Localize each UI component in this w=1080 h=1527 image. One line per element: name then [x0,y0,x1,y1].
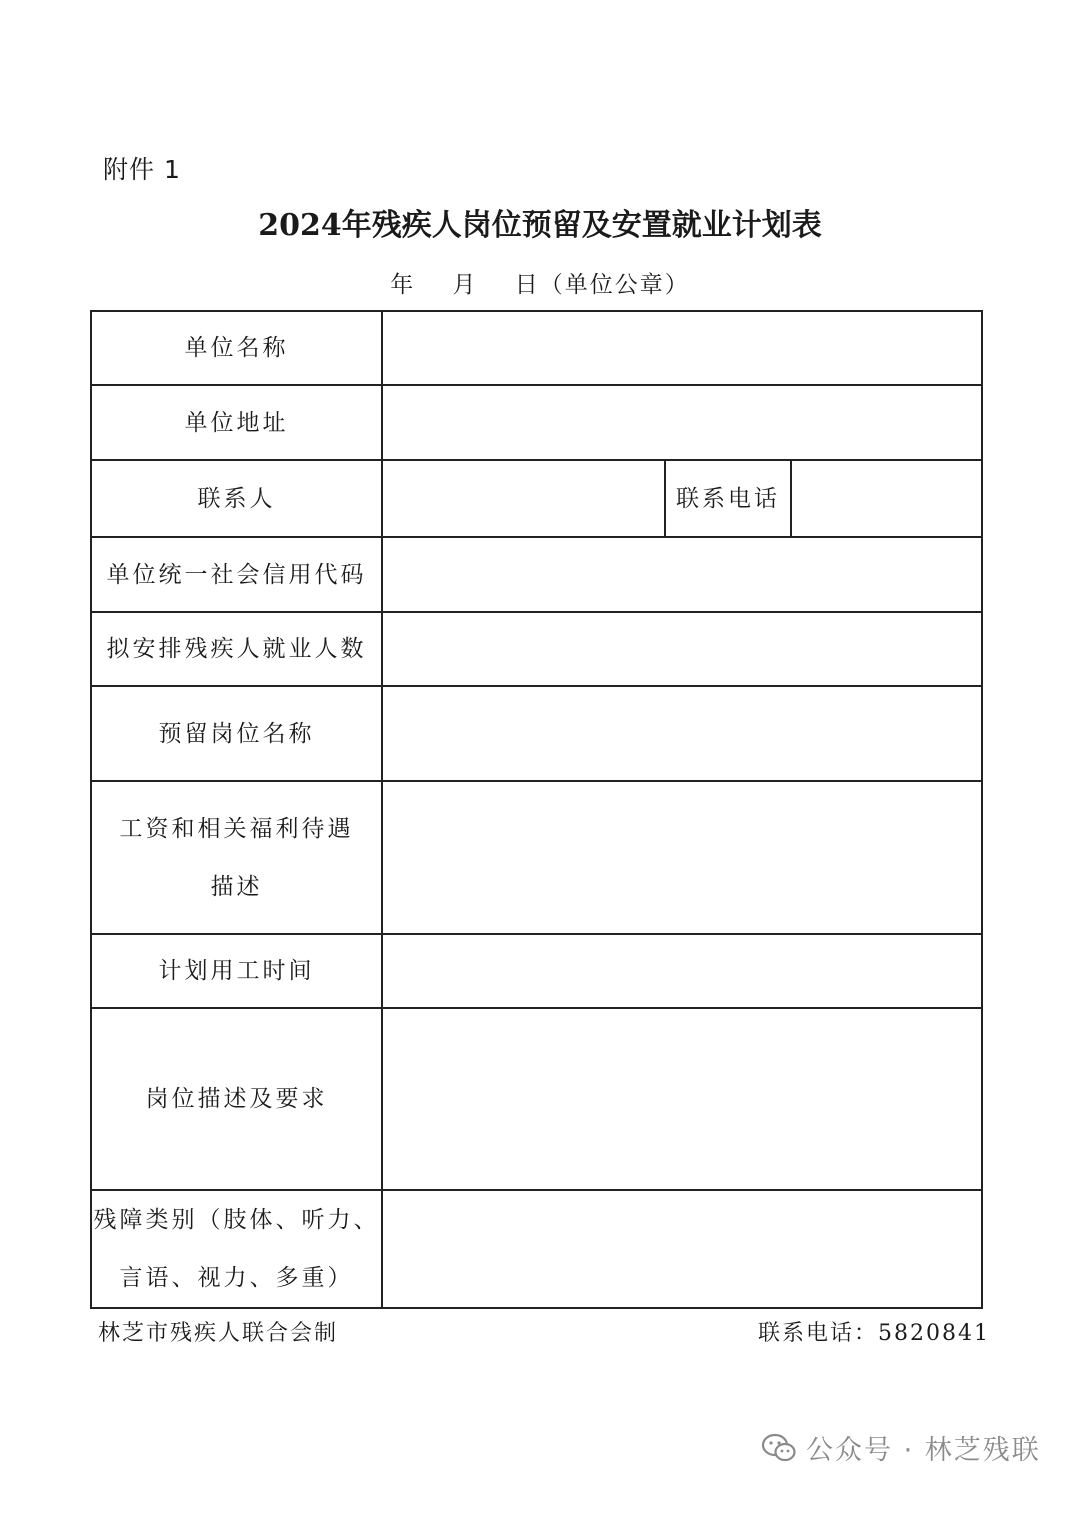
planned-count-label: 拟安排残疾人就业人数 [91,612,382,686]
disability-label-line2: 言语、视力、多重） [119,1265,354,1291]
planned-count-field[interactable] [382,612,982,686]
contact-phone-field[interactable] [791,460,982,537]
form-row-unit-name [91,311,982,385]
watermark-text: 公众号 · 林芝残联 [806,1435,1041,1466]
contact-person-field[interactable] [382,460,665,537]
hire-time-label: 计划用工时间 [91,934,382,1008]
form-row-hire-time [91,934,982,1008]
contact-phone-note: 联系电话：5820841 [758,1321,990,1346]
page-title: 2024年残疾人岗位预留及安置就业计划表 [258,208,822,243]
hire-time-field[interactable] [382,934,982,1008]
account-watermark [762,1428,1041,1467]
post-desc-label: 岗位描述及要求 [91,1008,382,1190]
unit-address-label: 单位地址 [91,385,382,460]
form-row-salary [91,781,982,934]
wechat-icon [762,1433,796,1463]
credit-code-field[interactable] [382,537,982,612]
credit-code-label: 单位统一社会信用代码 [91,537,382,612]
form-row-contact [91,460,982,537]
contact-person-label: 联系人 [91,460,382,537]
unit-address-field[interactable] [382,385,982,460]
attachment-label: 附件 1 [103,155,181,184]
form-row-disability [91,1190,982,1308]
form-row-planned-count [91,612,982,686]
issuer-note: 林芝市残疾人联合会制 [98,1321,339,1346]
salary-field[interactable] [382,781,982,934]
contact-phone-label: 联系电话 [665,460,791,537]
form-row-credit-code [91,537,982,612]
form-row-unit-address [91,385,982,460]
unit-name-field[interactable] [382,311,982,385]
salary-label [91,781,382,934]
reserved-post-field[interactable] [382,686,982,781]
salary-label-line2: 描述 [210,873,263,900]
disability-label-line1: 残障类别（肢体、听力、 [93,1207,380,1233]
post-desc-field[interactable] [382,1008,982,1190]
reserved-post-label: 预留岗位名称 [91,686,382,781]
disability-label [91,1190,382,1308]
date-seal-line: 年 月 日（单位公章） [390,272,690,298]
unit-name-label: 单位名称 [91,311,382,385]
form-row-reserved-post [91,686,982,781]
salary-label-line1: 工资和相关福利待遇 [119,815,354,842]
plan-form-table [90,310,983,1309]
disability-field[interactable] [382,1190,982,1308]
form-row-post-desc [91,1008,982,1190]
